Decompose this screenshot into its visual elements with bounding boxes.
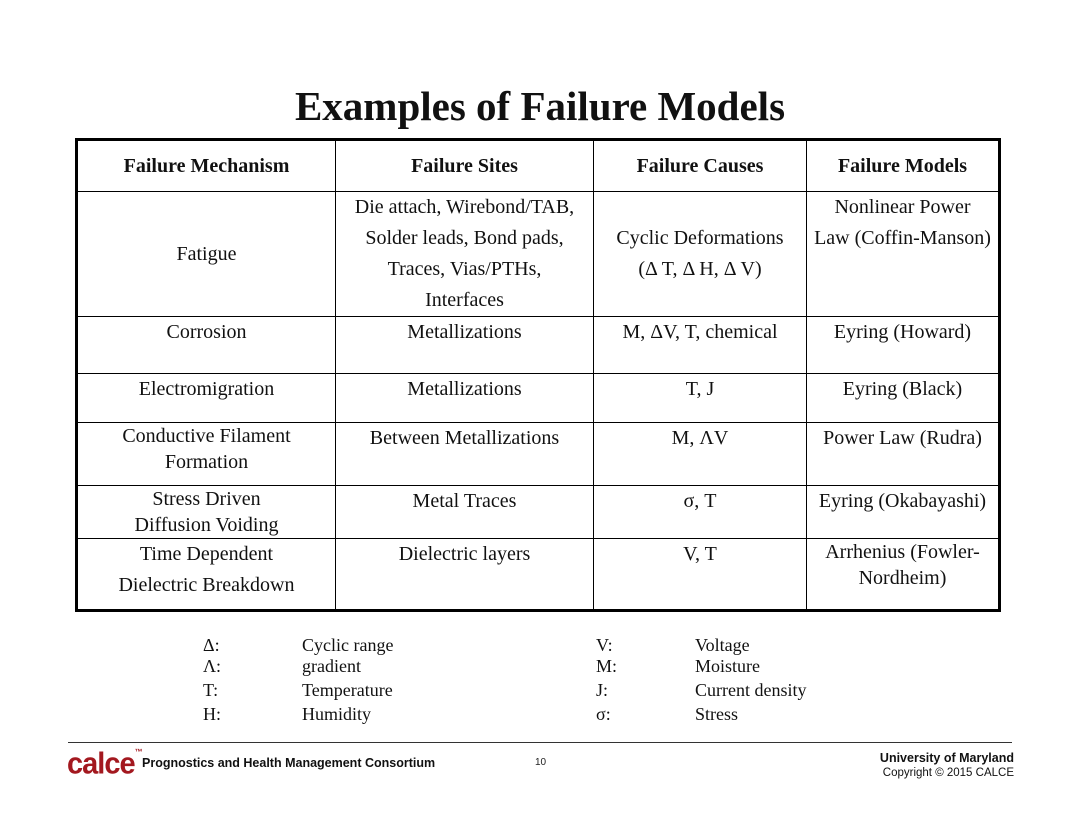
- copyright-text: Copyright © 2015 CALCE: [882, 767, 1014, 779]
- legend-meaning: gradient: [302, 656, 361, 676]
- cell-line: Power Law (Rudra): [823, 427, 982, 449]
- cell-line: Arrhenius (Fowler-: [825, 541, 980, 563]
- cell-causes: [594, 317, 807, 374]
- legend-symbol: Λ:: [203, 656, 222, 676]
- cell-mechanism: [77, 423, 336, 486]
- cell-line: Law (Coffin-Manson): [814, 227, 991, 249]
- cell-sites: [336, 539, 594, 611]
- table-row: [77, 486, 1000, 539]
- footer-divider: [68, 742, 1012, 743]
- cell-models: [807, 539, 1000, 611]
- cell-line: Conductive Filament: [122, 425, 291, 447]
- cell-causes: [594, 374, 807, 423]
- cell-line: Nordheim): [858, 567, 947, 589]
- legend-symbol: H:: [203, 704, 221, 724]
- header-failure-causes: Failure Causes: [594, 140, 807, 192]
- cell-sites: [336, 374, 594, 423]
- cell-line: Dielectric Breakdown: [118, 574, 295, 596]
- cell-line: Solder leads, Bond pads,: [365, 227, 564, 249]
- header-failure-models: Failure Models: [807, 140, 1000, 192]
- cell-causes: [594, 423, 807, 486]
- cell-mechanism: [77, 374, 336, 423]
- slide-title: Examples of Failure Models: [294, 83, 786, 129]
- cell-line: Stress Driven: [152, 488, 261, 510]
- cell-causes: [594, 539, 807, 611]
- cell-line: Metallizations: [407, 378, 522, 400]
- cell-line: Cyclic Deformations: [616, 227, 784, 249]
- cell-line: Diffusion Voiding: [134, 514, 279, 536]
- cell-mechanism: [77, 539, 336, 611]
- cell-line: Time Dependent: [139, 543, 274, 565]
- cell-mechanism: [77, 317, 336, 374]
- cell-line: Die attach, Wirebond/TAB,: [354, 196, 575, 218]
- cell-sites: [336, 423, 594, 486]
- legend-meaning: Moisture: [695, 656, 760, 676]
- cell-models: [807, 486, 1000, 539]
- cell-line: V, T: [683, 543, 717, 565]
- consortium-name: Prognostics and Health Management Consortium: [142, 756, 436, 770]
- cell-line: Eyring (Okabayashi): [818, 490, 987, 512]
- legend-meaning: Humidity: [302, 704, 372, 724]
- table-row: [77, 539, 1000, 611]
- header-failure-sites: Failure Sites: [336, 140, 594, 192]
- cell-line: Fatigue: [176, 242, 237, 265]
- cell-line: Eyring (Howard): [833, 321, 972, 343]
- cell-models: [807, 423, 1000, 486]
- cell-line: Dielectric layers: [398, 543, 531, 565]
- page-number: 10: [535, 757, 547, 768]
- cell-line: Metal Traces: [412, 490, 517, 512]
- legend-symbol: T:: [203, 680, 219, 700]
- legend-symbol: M:: [596, 656, 618, 676]
- table-row: [77, 317, 1000, 374]
- cell-line: Traces, Vias/PTHs,: [387, 258, 542, 280]
- logo-trademark: ™: [134, 747, 143, 757]
- cell-line: Metallizations: [407, 321, 522, 343]
- table-row: [77, 423, 1000, 486]
- legend-meaning: Stress: [695, 704, 739, 724]
- calce-logo: [67, 747, 143, 782]
- cell-line: Interfaces: [425, 289, 504, 311]
- cell-line: σ, T: [683, 490, 717, 512]
- cell-line: M, ΔV, T, chemical: [622, 321, 778, 343]
- cell-causes: [594, 486, 807, 539]
- cell-line: Formation: [164, 451, 249, 473]
- legend-symbol: Δ:: [203, 635, 220, 655]
- cell-sites: [336, 192, 594, 317]
- cell-line: Corrosion: [166, 321, 247, 343]
- table-row: [77, 192, 1000, 317]
- cell-sites: [336, 317, 594, 374]
- legend-meaning: Current density: [695, 680, 807, 700]
- cell-models: [807, 317, 1000, 374]
- cell-mechanism: [77, 192, 336, 317]
- table-row: [77, 374, 1000, 423]
- logo-text: calce: [67, 747, 135, 781]
- legend-meaning: Temperature: [302, 680, 393, 700]
- table-header-row: [77, 140, 1000, 192]
- cell-line: (Δ T, Δ H, Δ V): [638, 258, 762, 280]
- cell-models: [807, 374, 1000, 423]
- cell-line: Eyring (Black): [842, 378, 963, 400]
- legend-meaning: Cyclic range: [302, 635, 394, 655]
- failure-models-table: [75, 138, 1001, 612]
- legend-meaning: Voltage: [695, 635, 750, 655]
- cell-line: Between Metallizations: [369, 427, 560, 449]
- header-failure-mechanism: Failure Mechanism: [77, 140, 336, 192]
- university-block: [880, 751, 1014, 779]
- cell-causes: [594, 192, 807, 317]
- cell-line: M, ΛV: [671, 427, 729, 449]
- legend-symbol: J:: [596, 680, 609, 700]
- cell-line: Nonlinear Power: [834, 196, 971, 218]
- cell-mechanism: [77, 486, 336, 539]
- university-name: University of Maryland: [879, 751, 1014, 765]
- legend-symbol: V:: [596, 635, 613, 655]
- cell-models: [807, 192, 1000, 317]
- cell-line: T, J: [685, 378, 715, 400]
- cell-sites: [336, 486, 594, 539]
- legend-symbol: σ:: [596, 704, 611, 724]
- cell-line: Electromigration: [138, 378, 275, 400]
